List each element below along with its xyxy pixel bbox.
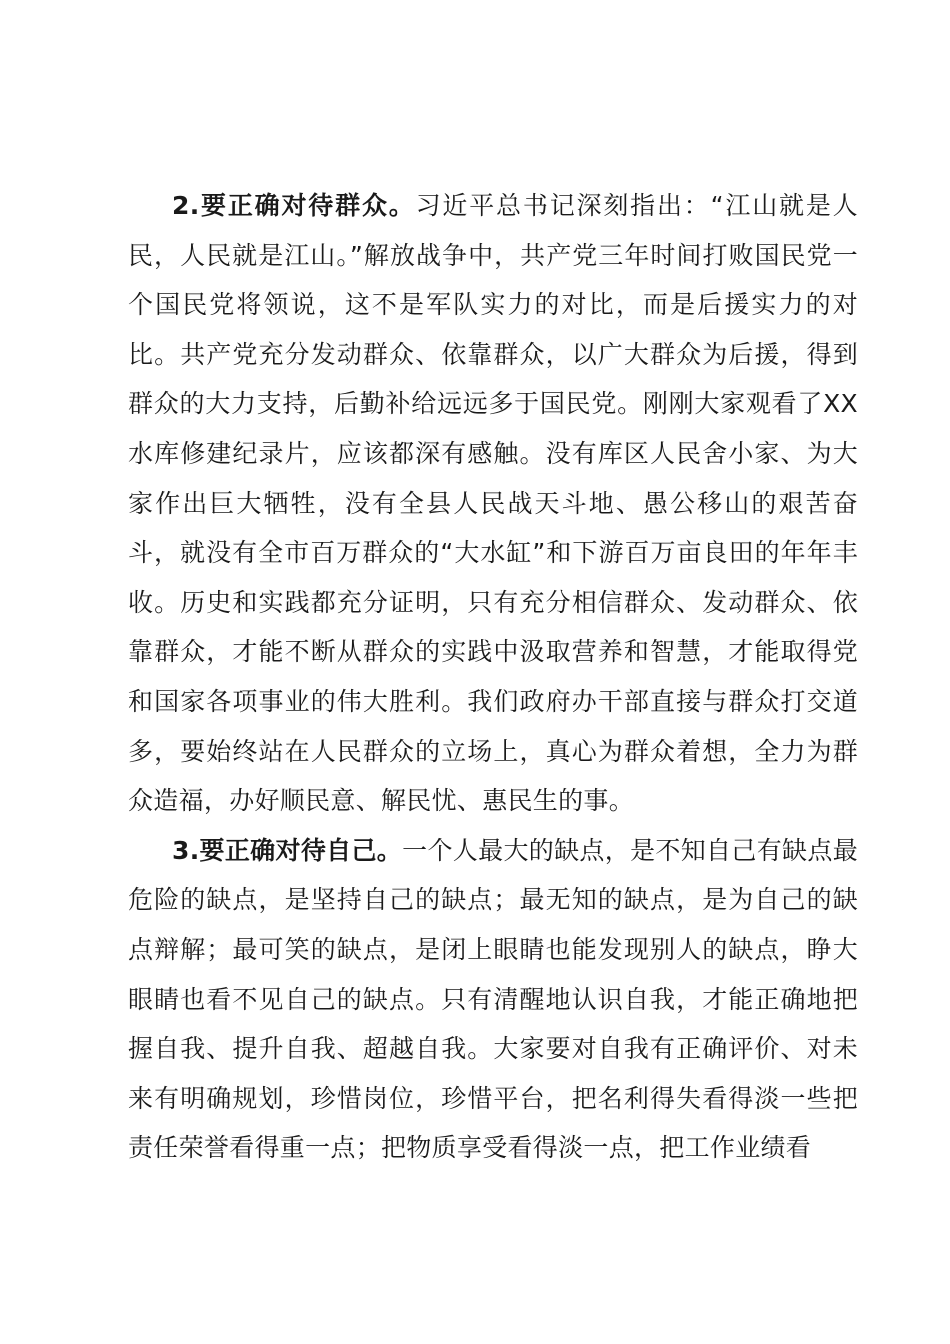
document-body xyxy=(128,181,858,1173)
paragraph-text: 一个人最大的缺点，是不知自己有缺点最危险的缺点，是坚持自己的缺点；最无知的缺点，是为自己的缺点辩解；最可笑的缺点，是闭上眼睛也能发现别人的缺点，睁大眼睛也看不见自己的缺点。只有清醒地认识自我，才能正确地把握自我、提升自我、超越自我。大家要对自我有正确评价、对未来有明确规划，珍惜岗位，珍惜平台，把名利得失看得淡一些把责任荣誉看得重一点；把物质享受看得淡一点，把工作业绩看 xyxy=(128,835,858,1163)
paragraph-text: 习近平总书记深刻指出：“江山就是人民，人民就是江山。”解放战争中，共产党三年时间打败国民党一个国民党将领说，这不是军队实力的对比，而是后援实力的对比。共产党充分发动群众、依靠群众，以广大群众为后援，得到群众的大力支持，后勤补给远远多于国民党。刚刚大家观看了XX水库修建纪录片，应该都深有感触。没有库区人民舍小家、为大家作出巨大牺牲，没有全县人民战天斗地、愚公移山的艰苦奋斗，就没有全市百万群众的“大水缸”和下游百万亩良田的年年丰收。历史和实践都充分证明，只有充分相信群众、发动群众、依靠群众，才能不断从群众的实践中汲取营养和智慧，才能取得党和国家各项事业的伟大胜利。我们政府办干部直接与群众打交道多，要始终站在人民群众的立场上，真心为群众着想，全力为群众造福，办好顺民意、解民忧、惠民生的事。 xyxy=(128,191,858,816)
paragraph-correct-attitude-masses xyxy=(128,181,858,826)
paragraph-heading: 2.要正确对待群众。 xyxy=(172,191,416,220)
paragraph-correct-attitude-self xyxy=(128,826,858,1173)
paragraph-heading: 3.要正确对待自己。 xyxy=(172,835,403,865)
